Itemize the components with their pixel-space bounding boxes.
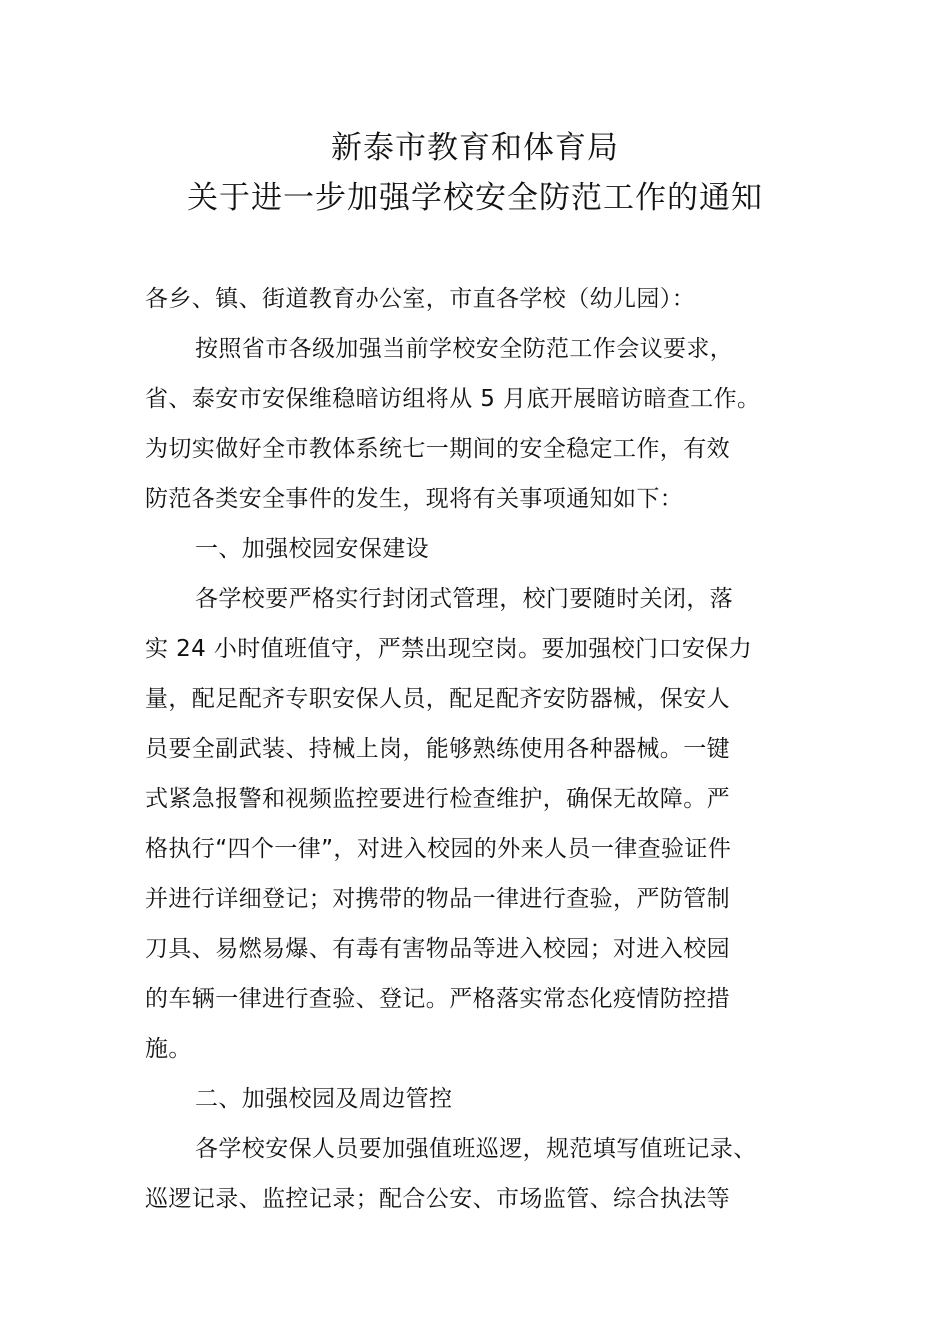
paragraph-line: 施。	[145, 1036, 192, 1062]
paragraph-line: 按照省市各级加强当前学校安全防范工作会议要求，	[195, 336, 734, 362]
section-heading-2: 二、加强校园及周边管控	[195, 1086, 453, 1112]
salutation: 各乡、镇、街道教育办公室，市直各学校（幼儿园）：	[145, 286, 696, 312]
paragraph-line: 巡逻记录、监控记录；配合公安、市场监管、综合执法等	[145, 1186, 730, 1212]
paragraph-line: 量，配足配齐专职安保人员，配足配齐安防器械，保安人	[145, 686, 730, 712]
title-line-1: 新泰市教育和体育局	[331, 130, 619, 166]
paragraph-line: 的车辆一律进行查验、登记。严格落实常态化疫情防控措	[145, 986, 730, 1012]
paragraph-line: 各学校要严格实行封闭式管理，校门要随时关闭，落	[195, 586, 734, 612]
paragraph-line: 格执行“四个一律”，对进入校园的外来人员一律查验证件	[145, 836, 732, 862]
paragraph-line: 员要全副武装、持械上岗，能够熟练使用各种器械。一键	[145, 736, 730, 762]
paragraph-line: 实 24 小时值班值守，严禁出现空岗。要加强校门口安保力	[145, 636, 753, 662]
paragraph-line: 各学校安保人员要加强值班巡逻，规范填写值班记录、	[195, 1136, 757, 1162]
paragraph-line: 为切实做好全市教体系统七一期间的安全稳定工作，有效	[145, 436, 730, 462]
paragraph-line: 刀具、易燃易爆、有毒有害物品等进入校园；对进入校园	[145, 936, 730, 962]
paragraph-line: 式紧急报警和视频监控要进行检查维护，确保无故障。严	[145, 786, 730, 812]
paragraph-line: 省、泰安市安保维稳暗访组将从 5 月底开展暗访暗查工作。	[145, 386, 761, 412]
title-line-2: 关于进一步加强学校安全防范工作的通知	[187, 180, 763, 216]
section-heading-1: 一、加强校园安保建设	[195, 536, 429, 562]
paragraph-line: 防范各类安全事件的发生，现将有关事项通知如下：	[145, 486, 684, 512]
paragraph-line: 并进行详细登记；对携带的物品一律进行查验，严防管制	[145, 886, 730, 912]
